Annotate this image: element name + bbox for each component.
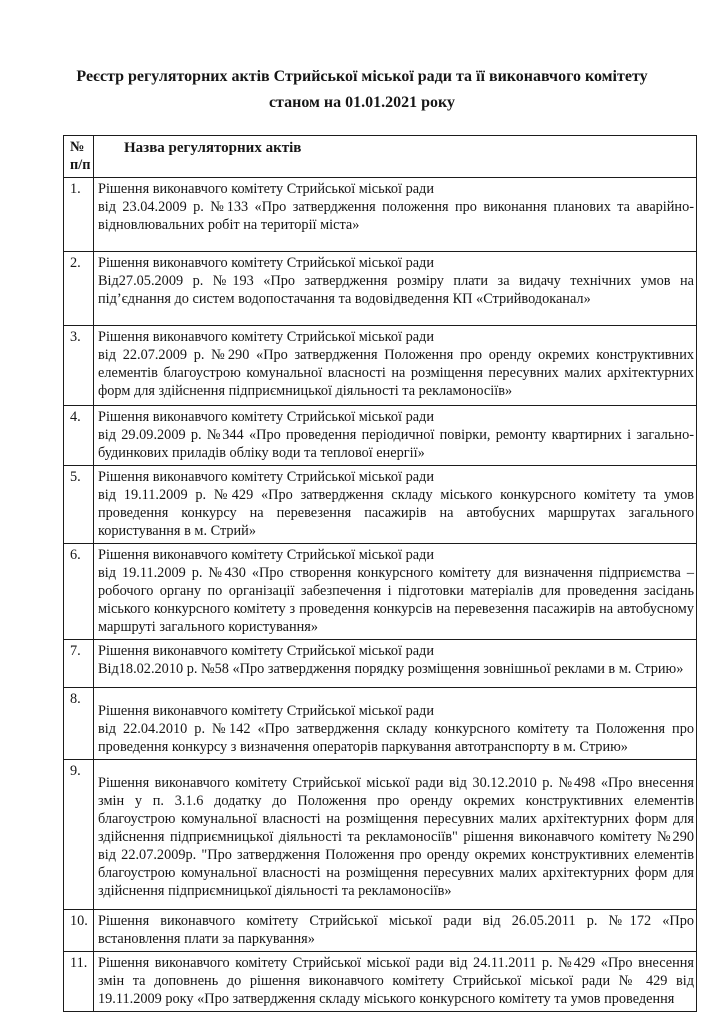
header-num-symbol: №	[70, 139, 85, 156]
table-row	[64, 688, 697, 760]
act-text: від 22.04.2010 р. №142 «Про затвердження складу конкурсного комітету та Положення про проведення конкурсу з визначення операторів паркування автотранспорту в м. Стрию»	[98, 721, 694, 756]
row-number: 5.	[64, 466, 94, 544]
act-text: від 19.11.2009 р. №429 «Про затвердження складу міського конкурсного комітету та умов проведення конкурсу на перевезення пасажирів на автобусних маршрутах загального користування в м. Стрий»	[98, 487, 694, 540]
act-text: Рішення виконавчого комітету Стрийської міської ради	[98, 181, 434, 198]
act-text: Від18.02.2010 р. №58 «Про затвердження порядку розміщення зовнішньої реклами в м. Стрию»	[98, 661, 684, 678]
act-text: Від27.05.2009 р. №193 «Про затвердження розміру плати за видачу технічних умов на під’єднання до систем водопостачання та водовідведення КП «Стрийводоканал»	[98, 273, 694, 308]
registry-table	[63, 135, 697, 1012]
act-text: Рішення виконавчого комітету Стрийської міської ради від 26.05.2011 р. №172 «Про встановлення плати за паркування»	[98, 913, 694, 948]
act-text: Рішення виконавчого комітету Стрийської міської ради	[98, 329, 434, 346]
table-row	[64, 466, 697, 544]
act-text: від 19.11.2009 р. №430 «Про створення конкурсного комітету для визначення підприємства – робочого органу по організації забезпечення і підготовки матеріалів для проведення засідань міського конкурсного комітету з проведення конкурсів на перевезення пасажирів на автобусному маршруті загального користування»	[98, 565, 694, 636]
row-content	[94, 252, 697, 326]
row-content	[94, 760, 697, 910]
row-content	[94, 544, 697, 640]
row-number: 10.	[64, 910, 94, 952]
column-header-number	[64, 136, 94, 178]
row-content	[94, 640, 697, 688]
table-row	[64, 406, 697, 466]
act-text: Рішення виконавчого комітету Стрийської міської ради від 24.11.2011 р. №429 «Про внесення змін та доповнень до рішення виконавчого комітету Стрийської міської ради № 429 від 19.11.2009 року «Про затвердження складу міського конкурсного комітету та умов проведення	[98, 955, 694, 1008]
act-text: Рішення виконавчого комітету Стрийської міської ради	[98, 643, 434, 660]
row-number: 3.	[64, 326, 94, 406]
table-row	[64, 178, 697, 252]
row-number: 1.	[64, 178, 94, 252]
table-row	[64, 952, 697, 1012]
column-header-act-name: Назва регуляторних актів	[94, 136, 697, 178]
row-number: 4.	[64, 406, 94, 466]
act-text: Рішення виконавчого комітету Стрийської міської ради від 30.12.2010 р. №498 «Про внесення змін у п. 3.1.6 додатку до Положення про оренду окремих конструктивних елементів благоустрою комунальної власності на розміщення пересувних малих архітектурних форм для здійснення підприємницької діяльності та рекламоносіїв" рішення виконавчого комітету №290 від 22.07.2009р. "Про затвердження Положення про оренду окремих конструктивних елементів благоустрою комунальної власності на розміщення пересувних малих архітектурних форм для здійснення підприємницької діяльності та рекламоносіїв»	[98, 775, 694, 900]
row-content	[94, 406, 697, 466]
document-title	[28, 0, 696, 115]
row-content	[94, 910, 697, 952]
row-number: 11.	[64, 952, 94, 1012]
act-text: Рішення виконавчого комітету Стрийської міської ради	[98, 547, 434, 564]
act-text: Рішення виконавчого комітету Стрийської міської ради	[98, 255, 434, 272]
row-content	[94, 688, 697, 760]
row-content	[94, 326, 697, 406]
row-number: 8.	[64, 688, 94, 760]
title-line-1: Реєстр регуляторних актів Стрийської міської ради та її виконавчого комітету	[76, 68, 648, 85]
row-number: 7.	[64, 640, 94, 688]
table-row	[64, 640, 697, 688]
table-row	[64, 252, 697, 326]
act-text: Рішення виконавчого комітету Стрийської міської ради	[98, 703, 434, 720]
row-content	[94, 466, 697, 544]
act-text: від 29.09.2009 р. №344 «Про проведення періодичної повірки, ремонту квартирних і загально-будинкових приладів обліку води та теплової енергії»	[98, 427, 694, 462]
row-number: 6.	[64, 544, 94, 640]
row-number: 2.	[64, 252, 94, 326]
table-row	[64, 910, 697, 952]
act-text: Рішення виконавчого комітету Стрийської міської ради	[98, 409, 434, 426]
act-text: від 23.04.2009 р. №133 «Про затвердження положення про виконання планових та аварійно-відновлювальних робіт на території міста»	[98, 199, 694, 234]
table-row	[64, 326, 697, 406]
row-content	[94, 178, 697, 252]
act-text: від 22.07.2009 р. №290 «Про затвердження Положення про оренду окремих конструктивних елементів благоустрою комунальної власності на розміщення пересувних малих архітектурних форм для здійснення підприємницької діяльності та рекламоносіїв»	[98, 347, 694, 400]
row-number: 9.	[64, 760, 94, 910]
table-header-row	[64, 136, 697, 178]
table-row	[64, 544, 697, 640]
table-row	[64, 760, 697, 910]
act-text: Рішення виконавчого комітету Стрийської міської ради	[98, 469, 434, 486]
title-line-2: станом на 01.01.2021 року	[268, 93, 456, 111]
row-content	[94, 952, 697, 1012]
header-num-abbr: п/п	[70, 157, 91, 174]
